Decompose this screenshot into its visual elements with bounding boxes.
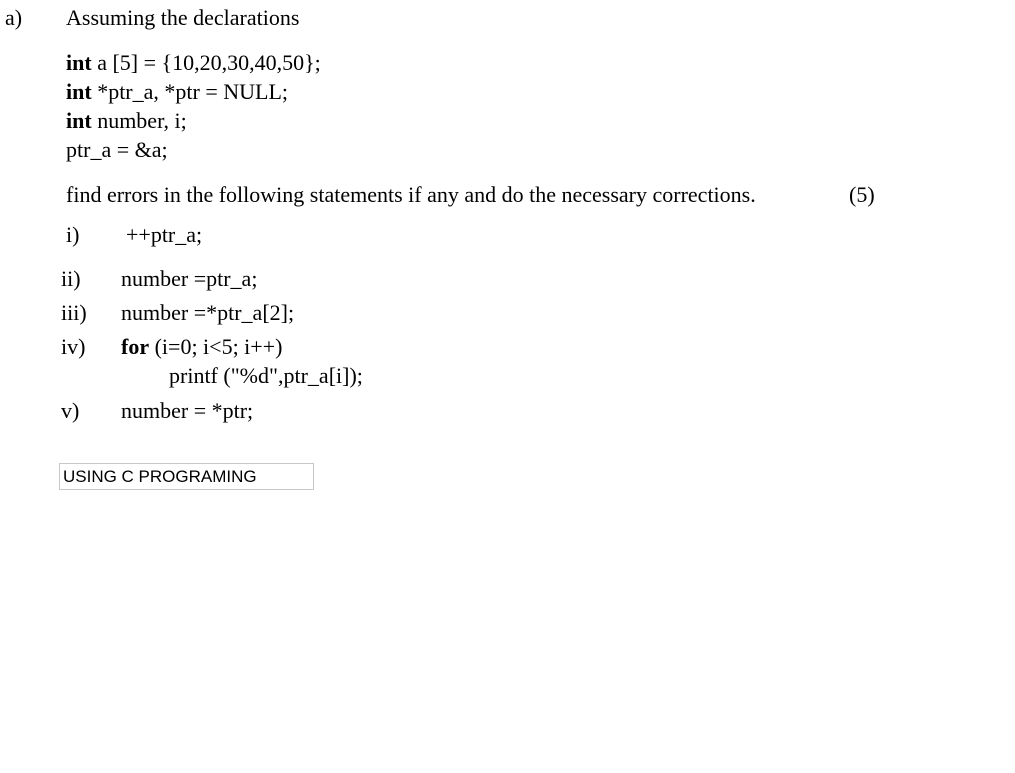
statement-code: ++ptr_a; [126,222,203,247]
statement-continuation: printf ("%d",ptr_a[i]); [169,363,363,388]
declaration-line [66,137,168,163]
declaration-text: *ptr_a, *ptr = NULL; [91,79,289,104]
declaration-text: number, i; [91,108,187,133]
statement-number: iii) [61,300,87,325]
instruction-text: find errors in the following statements if any and do the necessary corrections. [66,182,756,207]
marks-label: (5) [849,182,875,207]
statement-code-line [121,334,282,360]
keyword-int: int [66,79,92,104]
statement-number: v) [61,398,80,423]
statement-code: (i=0; i<5; i++) [149,334,283,359]
keyword-for: for [121,334,150,359]
declaration-line [66,50,321,76]
statement-number: ii) [61,266,81,291]
statement-code: number =*ptr_a[2]; [121,300,295,325]
keyword-int: int [66,50,92,75]
declaration-text: ptr_a = &a; [66,137,168,162]
declaration-line [66,79,288,105]
statement-code: number =ptr_a; [121,266,258,291]
keyword-int: int [66,108,92,133]
declaration-text: a [5] = {10,20,30,40,50}; [91,50,321,75]
statement-code: number = *ptr; [121,398,254,423]
statement-number: i) [66,222,80,247]
question-intro: Assuming the declarations [66,5,300,30]
note-textbox[interactable]: USING C PROGRAMING [59,463,314,490]
statement-number: iv) [61,334,86,359]
question-label: a) [5,5,23,30]
declaration-line [66,108,187,134]
